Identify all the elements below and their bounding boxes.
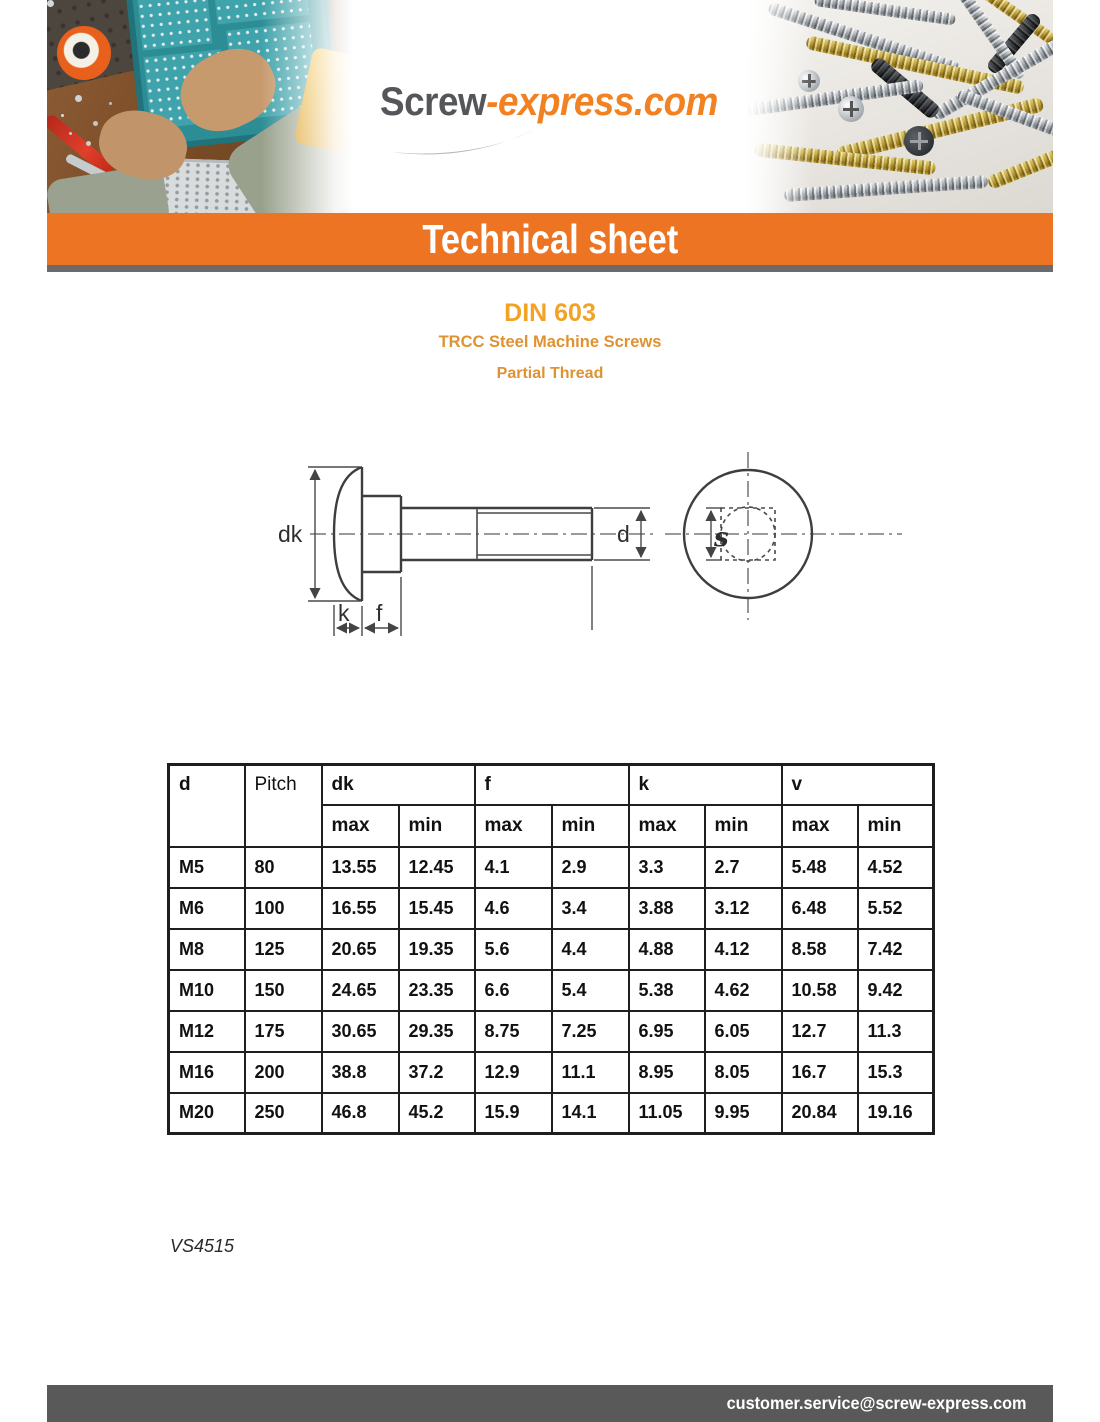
table-cell: 20.84 bbox=[782, 1093, 858, 1134]
table-cell: 10.58 bbox=[782, 970, 858, 1011]
subheader-min: min bbox=[552, 805, 629, 847]
table-cell: 2.9 bbox=[552, 847, 629, 888]
table-cell: 4.4 bbox=[552, 929, 629, 970]
dim-label-dk: dk bbox=[278, 521, 303, 547]
table-cell: 4.12 bbox=[705, 929, 782, 970]
table-cell: M16 bbox=[169, 1052, 245, 1093]
table-cell: 5.52 bbox=[858, 888, 934, 929]
table-cell: M12 bbox=[169, 1011, 245, 1052]
dim-label-s: s bbox=[714, 523, 729, 553]
table-row bbox=[169, 970, 934, 1011]
table-cell: 9.42 bbox=[858, 970, 934, 1011]
subheader-min: min bbox=[399, 805, 475, 847]
table-cell: 20.65 bbox=[322, 929, 399, 970]
table-cell: 6.48 bbox=[782, 888, 858, 929]
table-cell: 7.25 bbox=[552, 1011, 629, 1052]
table-cell: 5.38 bbox=[629, 970, 705, 1011]
photo-fade bbox=[47, 0, 353, 213]
table-cell: M6 bbox=[169, 888, 245, 929]
table-row bbox=[169, 929, 934, 970]
table-cell: 6.95 bbox=[629, 1011, 705, 1052]
subheader-max: max bbox=[475, 805, 552, 847]
spec-table bbox=[167, 763, 935, 1135]
workbench-photo bbox=[47, 0, 353, 213]
table-cell: 5.4 bbox=[552, 970, 629, 1011]
photo-fade bbox=[746, 0, 1053, 213]
table-cell: 19.35 bbox=[399, 929, 475, 970]
table-cell: 15.3 bbox=[858, 1052, 934, 1093]
table-cell: 3.4 bbox=[552, 888, 629, 929]
table-cell: 19.16 bbox=[858, 1093, 934, 1134]
table-cell: 125 bbox=[245, 929, 322, 970]
header-dk: dk bbox=[322, 765, 475, 805]
subheader-min: min bbox=[705, 805, 782, 847]
thread-type: Partial Thread bbox=[496, 365, 604, 382]
table-cell: 37.2 bbox=[399, 1052, 475, 1093]
table-cell: 11.1 bbox=[552, 1052, 629, 1093]
header-v: v bbox=[782, 765, 934, 805]
table-row bbox=[169, 1011, 934, 1052]
table-row bbox=[169, 847, 934, 888]
subheader-max: max bbox=[322, 805, 399, 847]
banner bbox=[47, 213, 1053, 265]
table-cell: 80 bbox=[245, 847, 322, 888]
table-cell: 15.45 bbox=[399, 888, 475, 929]
table-row bbox=[169, 1052, 934, 1093]
table-cell: 29.35 bbox=[399, 1011, 475, 1052]
table-cell: 30.65 bbox=[322, 1011, 399, 1052]
contact-email: customer.service@screw-express.com bbox=[727, 1393, 1027, 1413]
table-row bbox=[169, 1093, 934, 1134]
table-cell: 6.05 bbox=[705, 1011, 782, 1052]
dim-label-f: f bbox=[376, 600, 383, 626]
table-cell: M5 bbox=[169, 847, 245, 888]
table-cell: 8.95 bbox=[629, 1052, 705, 1093]
dim-label-d: d bbox=[617, 521, 630, 547]
table-cell: 250 bbox=[245, 1093, 322, 1134]
logo bbox=[352, 0, 746, 213]
table-cell: 4.88 bbox=[629, 929, 705, 970]
table-cell: 5.48 bbox=[782, 847, 858, 888]
table-row bbox=[169, 888, 934, 929]
table-cell: 9.95 bbox=[705, 1093, 782, 1134]
table-cell: 11.3 bbox=[858, 1011, 934, 1052]
table-cell: 13.55 bbox=[322, 847, 399, 888]
table-cell: 100 bbox=[245, 888, 322, 929]
subheader-max: max bbox=[782, 805, 858, 847]
logo-part-express: -express.com bbox=[486, 80, 718, 124]
table-cell: 12.45 bbox=[399, 847, 475, 888]
table-cell: 200 bbox=[245, 1052, 322, 1093]
product-name: TRCC Steel Machine Screws bbox=[438, 333, 662, 351]
table-cell: 4.62 bbox=[705, 970, 782, 1011]
footer-bar bbox=[47, 1385, 1053, 1422]
table-cell: 38.8 bbox=[322, 1052, 399, 1093]
table-cell: 23.35 bbox=[399, 970, 475, 1011]
banner-strip bbox=[47, 265, 1053, 272]
table-cell: 150 bbox=[245, 970, 322, 1011]
table-cell: M20 bbox=[169, 1093, 245, 1134]
table-cell: 4.52 bbox=[858, 847, 934, 888]
table-cell: 4.1 bbox=[475, 847, 552, 888]
reference-code: VS4515 bbox=[170, 1236, 235, 1256]
table-cell: 175 bbox=[245, 1011, 322, 1052]
table-cell: 2.7 bbox=[705, 847, 782, 888]
table-cell: 16.55 bbox=[322, 888, 399, 929]
table-cell: 11.05 bbox=[629, 1093, 705, 1134]
table-cell: 7.42 bbox=[858, 929, 934, 970]
logo-part-screw: Screw bbox=[380, 80, 487, 124]
table-cell: 12.9 bbox=[475, 1052, 552, 1093]
table-cell: 3.12 bbox=[705, 888, 782, 929]
table-cell: 5.6 bbox=[475, 929, 552, 970]
dim-label-k: k bbox=[338, 600, 350, 626]
table-cell: 15.9 bbox=[475, 1093, 552, 1134]
subheader-max: max bbox=[629, 805, 705, 847]
logo-text bbox=[368, 80, 730, 125]
table-cell: M10 bbox=[169, 970, 245, 1011]
table-cell: 14.1 bbox=[552, 1093, 629, 1134]
screws-photo bbox=[746, 0, 1053, 213]
table-cell: 8.58 bbox=[782, 929, 858, 970]
technical-drawing bbox=[270, 430, 915, 675]
table-cell: M8 bbox=[169, 929, 245, 970]
table-cell: 3.88 bbox=[629, 888, 705, 929]
header-pitch: Pitch bbox=[245, 765, 322, 847]
table-cell: 3.3 bbox=[629, 847, 705, 888]
table-cell: 12.7 bbox=[782, 1011, 858, 1052]
table-cell: 8.05 bbox=[705, 1052, 782, 1093]
table-cell: 46.8 bbox=[322, 1093, 399, 1134]
table-cell: 16.7 bbox=[782, 1052, 858, 1093]
table-cell: 4.6 bbox=[475, 888, 552, 929]
subheader-min: min bbox=[858, 805, 934, 847]
logo-swoosh-icon bbox=[388, 124, 538, 160]
table-cell: 45.2 bbox=[399, 1093, 475, 1134]
header-f: f bbox=[475, 765, 629, 805]
table-cell: 24.65 bbox=[322, 970, 399, 1011]
header-k: k bbox=[629, 765, 782, 805]
table-cell: 6.6 bbox=[475, 970, 552, 1011]
table-cell: 8.75 bbox=[475, 1011, 552, 1052]
header-d: d bbox=[169, 765, 245, 847]
standard-title: DIN 603 bbox=[504, 299, 596, 327]
banner-title: Technical sheet bbox=[422, 215, 678, 262]
